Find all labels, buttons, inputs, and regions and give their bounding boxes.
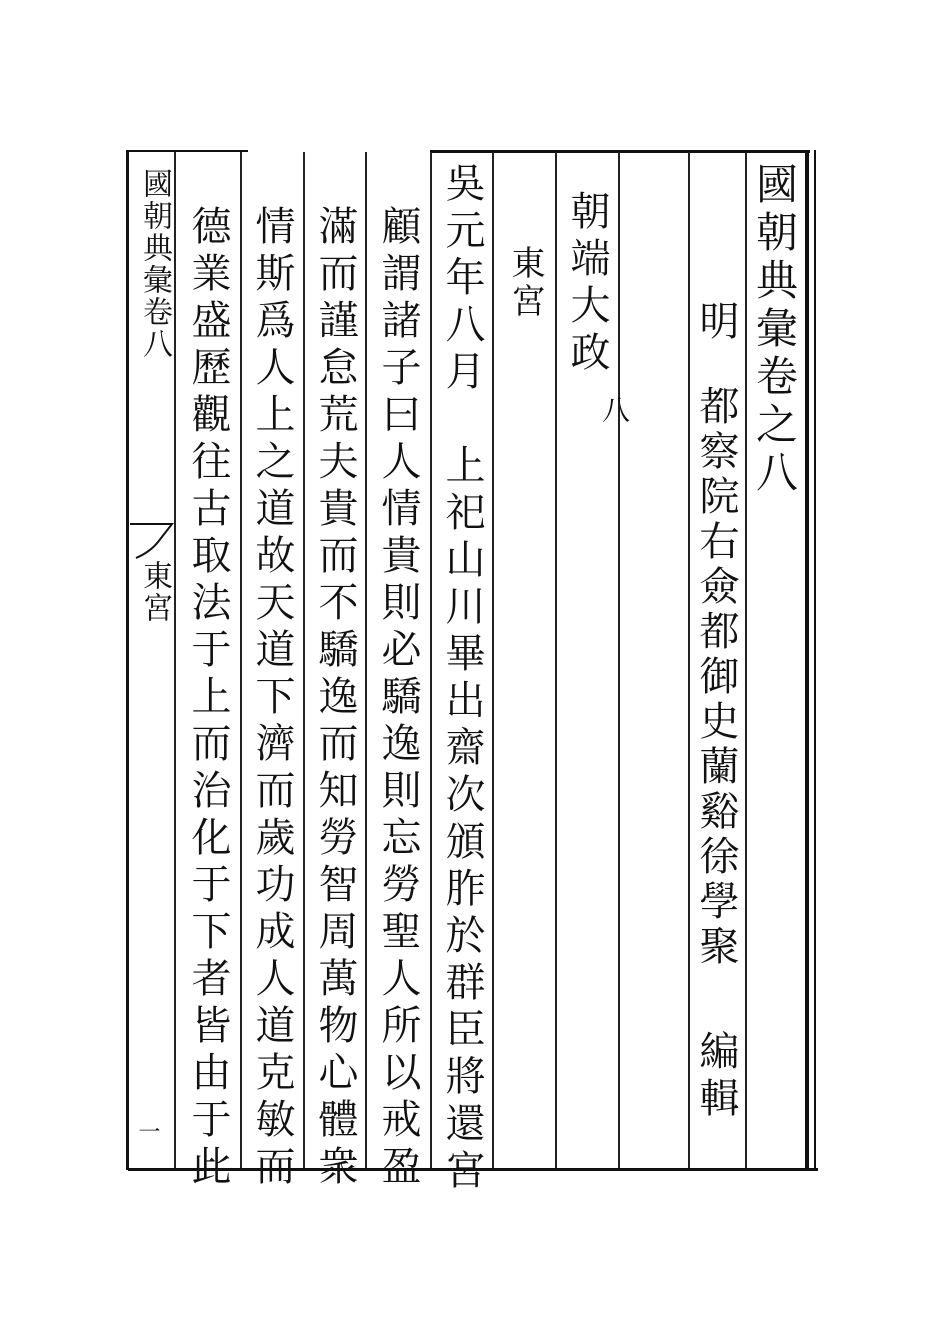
column-divider: [618, 152, 620, 1168]
column-divider: [492, 152, 494, 1168]
frame-right-inner-rule: [814, 150, 816, 1170]
fish-tail-mark: [128, 520, 174, 560]
column-divider: [555, 152, 557, 1168]
author-role: 編輯: [693, 1030, 739, 1124]
gutter-section: 東宮: [137, 560, 172, 624]
dynasty-label: 明: [693, 300, 739, 347]
gutter-title: 國朝典彙卷八: [137, 168, 172, 360]
body-column: 吳元年八月 上祀山川畢出齋次頒胙於群臣將還宮: [439, 162, 485, 1196]
frame-right-rule: [805, 150, 809, 1170]
section-heading: 東宮: [505, 245, 545, 321]
column-divider: [365, 152, 367, 1168]
body-column: 顧謂諸子曰人情貴則必驕逸則忘勞聖人所以戒盈: [375, 205, 421, 1192]
book-title: 國朝典彙卷之八: [750, 162, 799, 498]
body-column: 滿而謹怠荒夫貴而不驕逸而知勞智周萬物心體衆: [312, 205, 358, 1192]
category-number: 八: [598, 395, 631, 427]
column-divider: [688, 152, 690, 1168]
category-heading: 朝端大政: [564, 190, 610, 378]
column-divider: [303, 152, 305, 1168]
frame-top-rule: [430, 150, 810, 153]
gutter-page-number: 一: [135, 1120, 160, 1142]
column-divider: [745, 152, 747, 1168]
author-credit: 都察院右僉都御史蘭谿徐學聚: [693, 385, 739, 970]
body-column: 情斯爲人上之道故天道下濟而歲功成人道克敏而: [249, 205, 295, 1192]
body-column: 德業盛歷觀往古取法于上而治化于下者皆由于此: [185, 205, 231, 1192]
column-divider: [430, 152, 432, 1168]
column-divider: [240, 152, 242, 1168]
